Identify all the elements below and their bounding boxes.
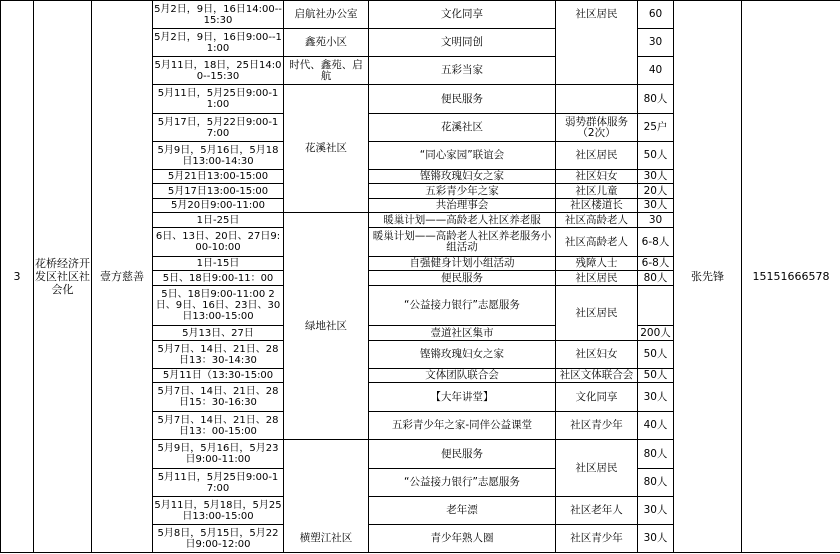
- activity-cell: 铿锵玫瑰妇女之家: [369, 341, 556, 369]
- count-cell: 40: [638, 57, 674, 85]
- target-cell: 社区高龄老人: [556, 228, 638, 257]
- time-cell: 5月20日9:00-11:00: [153, 199, 284, 213]
- target-cell: 社区妇女: [556, 170, 638, 184]
- count-cell: 60: [638, 1, 674, 29]
- activity-cell: 便民服务: [369, 271, 556, 286]
- activity-cell: 【大年讲堂】: [369, 383, 556, 412]
- count-cell: 20人: [638, 184, 674, 199]
- count-cell: 30人: [638, 199, 674, 213]
- target-cell: 文化同享: [556, 383, 638, 412]
- target-cell: 社区妇女: [556, 341, 638, 369]
- time-cell: 5月9日，5月16日，5月18日13:00-14:30: [153, 142, 284, 170]
- activity-cell: 壹道社区集市: [369, 326, 556, 341]
- activity-cell: “公益接力银行”志愿服务: [369, 469, 556, 497]
- time-cell: 5月11日，5月25日9:00-17:00: [153, 469, 284, 497]
- time-cell: 5月17日13:00-15:00: [153, 184, 284, 199]
- target-cell: 社区青少年: [556, 412, 638, 440]
- time-cell: 5月7日、14日、21日、28日13：00-15:00: [153, 412, 284, 440]
- count-cell: 30人: [638, 170, 674, 184]
- town-cell: 花桥经济开发区社区社会化: [34, 1, 92, 553]
- target-cell: 社区高龄老人: [556, 213, 638, 228]
- count-cell: 80人: [638, 85, 674, 114]
- time-cell: 5月17日，5月22日9:00-17:00: [153, 114, 284, 142]
- place-cell: 绿地社区: [284, 213, 369, 440]
- count-cell: 40人: [638, 412, 674, 440]
- target-cell: 社区居民: [556, 1, 638, 85]
- count-cell: 30: [638, 213, 674, 228]
- target-cell: [556, 85, 638, 114]
- activity-cell: 暖巢计划——高龄老人社区养老服: [369, 213, 556, 228]
- activity-cell: 自强健身计划小组活动: [369, 257, 556, 271]
- activity-cell: 青少年熟人圈: [369, 525, 556, 553]
- time-cell: 5月11日（13:30-15:00: [153, 369, 284, 383]
- place-cell: 启航社办公室: [284, 1, 369, 29]
- time-cell: 5日、18日9:00-11:00 2日、9日、16日、23日、30日13:00-15:00: [153, 286, 284, 326]
- place-cell: 横塑江社区: [284, 440, 369, 553]
- count-cell: 30人: [638, 497, 674, 525]
- activity-cell: 便民服务: [369, 85, 556, 114]
- time-cell: 5日、18日9:00-11：00: [153, 271, 284, 286]
- place-cell: 鑫苑小区: [284, 29, 369, 57]
- activity-cell: 文明同创: [369, 29, 556, 57]
- target-cell: 社区儿童: [556, 184, 638, 199]
- count-cell: 30: [638, 29, 674, 57]
- target-cell: 残障人士: [556, 257, 638, 271]
- count-cell: 80人: [638, 271, 674, 286]
- time-cell: 5月2日，9日，16日14:00--15:30: [153, 1, 284, 29]
- count-cell: 50人: [638, 142, 674, 170]
- time-cell: 5月7日、14日、21日、28日13：30-14:30: [153, 341, 284, 369]
- time-cell: 1日-15日: [153, 257, 284, 271]
- activity-cell: 五彩青少年之家: [369, 184, 556, 199]
- time-cell: 5月11日，5月25日9:00-11:00: [153, 85, 284, 114]
- target-cell: 社区居民: [556, 440, 638, 497]
- activity-cell: 五彩青少年之家-同伴公益课堂: [369, 412, 556, 440]
- target-cell: 弱势群体服务（2次）: [556, 114, 638, 142]
- count-cell: 30人: [638, 383, 674, 412]
- time-cell: 5月11日，5月18日，5月25日13:00-15:00: [153, 497, 284, 525]
- organization-cell: 壹方慈善: [92, 1, 153, 553]
- time-cell: 5月21日13:00-15:00: [153, 170, 284, 184]
- activity-cell: 五彩当家: [369, 57, 556, 85]
- activity-cell: 共治理事会: [369, 199, 556, 213]
- target-cell: 社区居民: [556, 142, 638, 170]
- count-cell: 50人: [638, 341, 674, 369]
- count-cell: 6-8人: [638, 228, 674, 257]
- target-cell: 社区青少年: [556, 525, 638, 553]
- activity-cell: 老年漂: [369, 497, 556, 525]
- target-cell: 社区居民: [556, 271, 638, 286]
- activity-cell: 暖巢计划——高龄老人社区养老服务小组活动: [369, 228, 556, 257]
- time-cell: 5月13日、27日: [153, 326, 284, 341]
- target-cell: 社区文体联合会: [556, 369, 638, 383]
- row-number-cell: 3: [1, 1, 34, 553]
- count-cell: 6-8人: [638, 257, 674, 271]
- activity-cell: 文化同享: [369, 1, 556, 29]
- contact-person-cell: 张先锋: [674, 1, 742, 553]
- count-cell: 50人: [638, 369, 674, 383]
- activity-cell: “同心家园”联谊会: [369, 142, 556, 170]
- count-cell: 80人: [638, 469, 674, 497]
- count-cell: 200人: [638, 326, 674, 341]
- time-cell: 1日-25日: [153, 213, 284, 228]
- target-cell: 社区居民: [556, 286, 638, 341]
- place-cell: 时代、鑫苑、启航: [284, 57, 369, 85]
- activity-cell: 文体团队联合会: [369, 369, 556, 383]
- time-cell: 5月7日、14日、21日、28日15：30-16:30: [153, 383, 284, 412]
- count-cell: 30人: [638, 525, 674, 553]
- count-cell: 80人: [638, 440, 674, 469]
- time-cell: 5月9日，5月16日，5月23日9:00-11:00: [153, 440, 284, 469]
- time-cell: 6日、13日、20日、27日9:00-10:00: [153, 228, 284, 257]
- phone-cell: 15151666578: [742, 1, 840, 553]
- target-cell: 社区老年人: [556, 497, 638, 525]
- count-cell: 25户: [638, 114, 674, 142]
- target-cell: 社区楼道长: [556, 199, 638, 213]
- time-cell: 5月8日，5月15日，5月22日9:00-12:00: [153, 525, 284, 553]
- count-cell: [638, 286, 674, 326]
- activity-cell: 铿锵玫瑰妇女之家: [369, 170, 556, 184]
- activity-cell: 花溪社区: [369, 114, 556, 142]
- time-cell: 5月2日，9日，16日9:00--11:00: [153, 29, 284, 57]
- place-cell: 花溪社区: [284, 85, 369, 213]
- time-cell: 5月11日，18日，25日14:00--15:30: [153, 57, 284, 85]
- activity-cell: “公益接力银行”志愿服务: [369, 286, 556, 326]
- activity-cell: 便民服务: [369, 440, 556, 469]
